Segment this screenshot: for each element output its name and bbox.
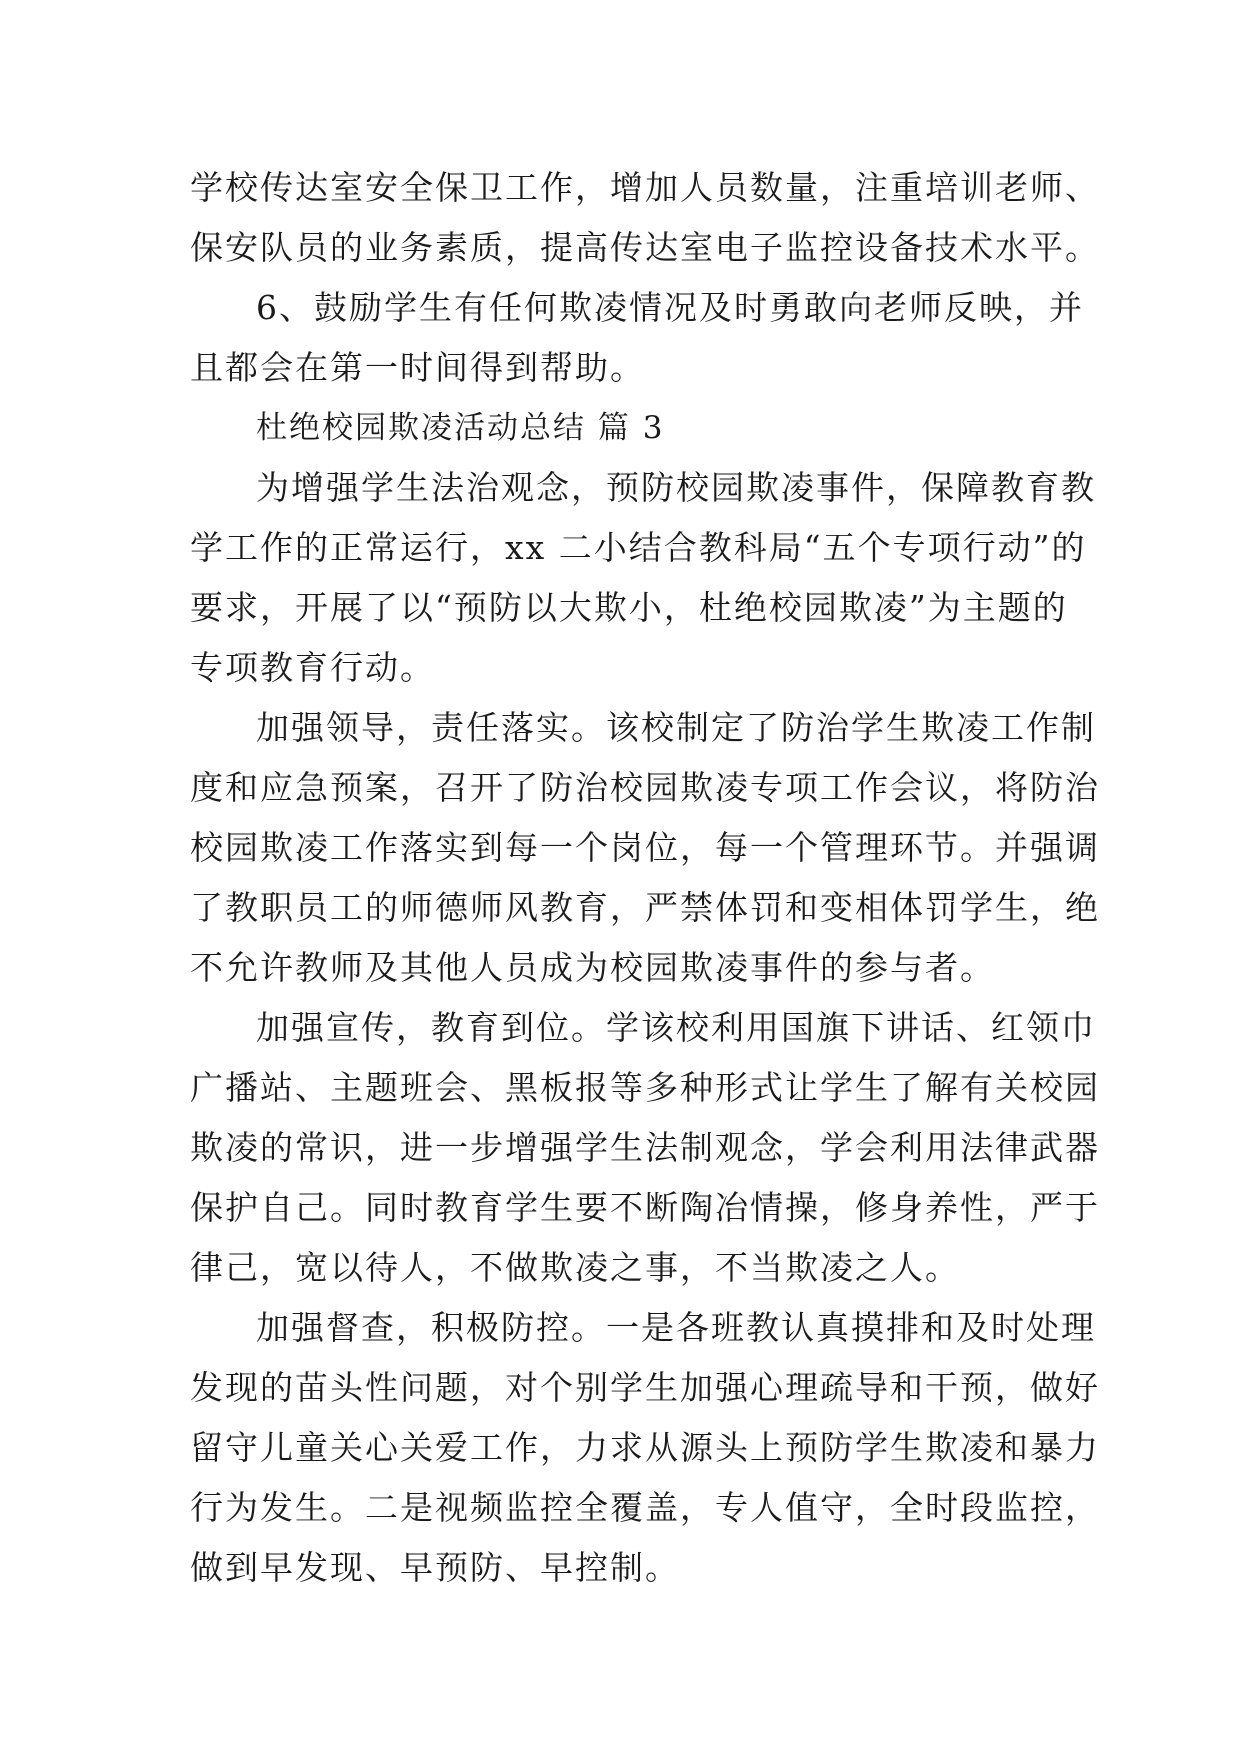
text-line: 6、鼓励学生有任何欺凌情况及时勇敢向老师反映，并 — [256, 288, 1084, 327]
text-line: 加强宣传，教育到位。学该校利用国旗下讲话、红领巾 — [256, 1008, 1096, 1047]
text-line: 留守儿童关心关爱工作，力求从源头上预防学生欺凌和暴力 — [190, 1428, 1100, 1467]
text-line: 要求，开展了以“预防以大欺小，杜绝校园欺凌”为主题的 — [190, 588, 1068, 627]
text-line: 欺凌的常识，进一步增强学生法制观念，学会利用法律武器 — [190, 1128, 1100, 1167]
text-line: 行为发生。二是视频监控全覆盖，专人值守，全时段监控， — [190, 1488, 1100, 1527]
text-line: 做到早发现、早预防、早控制。 — [190, 1548, 680, 1587]
text-line: 专项教育行动。 — [190, 648, 435, 687]
text-line: 保护自己。同时教育学生要不断陶冶情操，修身养性，严于 — [190, 1188, 1100, 1227]
text-line: 校园欺凌工作落实到每一个岗位，每一个管理环节。并强调 — [190, 828, 1100, 867]
document-body — [190, 158, 1100, 1598]
text-line: 且都会在第一时间得到帮助。 — [190, 348, 645, 387]
text-line: 加强督查，积极防控。一是各班教认真摸排和及时处理 — [256, 1308, 1096, 1347]
text-line: 为增强学生法治观念，预防校园欺凌事件，保障教育教 — [256, 468, 1096, 507]
section-heading: 杜绝校园欺凌活动总结 篇 3 — [256, 410, 665, 446]
text-line: 学工作的正常运行，xx 二小结合教科局“五个专项行动”的 — [190, 528, 1087, 567]
text-line: 发现的苗头性问题，对个别学生加强心理疏导和干预，做好 — [190, 1368, 1100, 1407]
text-line: 广播站、主题班会、黑板报等多种形式让学生了解有关校园 — [190, 1068, 1100, 1107]
text-line: 学校传达室安全保卫工作，增加人员数量，注重培训老师、 — [190, 168, 1100, 207]
text-line: 加强领导，责任落实。该校制定了防治学生欺凌工作制 — [256, 708, 1096, 747]
text-line: 保安队员的业务素质，提高传达室电子监控设备技术水平。 — [190, 228, 1100, 267]
text-line: 不允许教师及其他人员成为校园欺凌事件的参与者。 — [190, 948, 995, 987]
text-line: 了教职员工的师德师风教育，严禁体罚和变相体罚学生，绝 — [190, 888, 1100, 927]
text-line: 律己，宽以待人，不做欺凌之事，不当欺凌之人。 — [190, 1248, 960, 1287]
text-line: 度和应急预案，召开了防治校园欺凌专项工作会议，将防治 — [190, 768, 1100, 807]
